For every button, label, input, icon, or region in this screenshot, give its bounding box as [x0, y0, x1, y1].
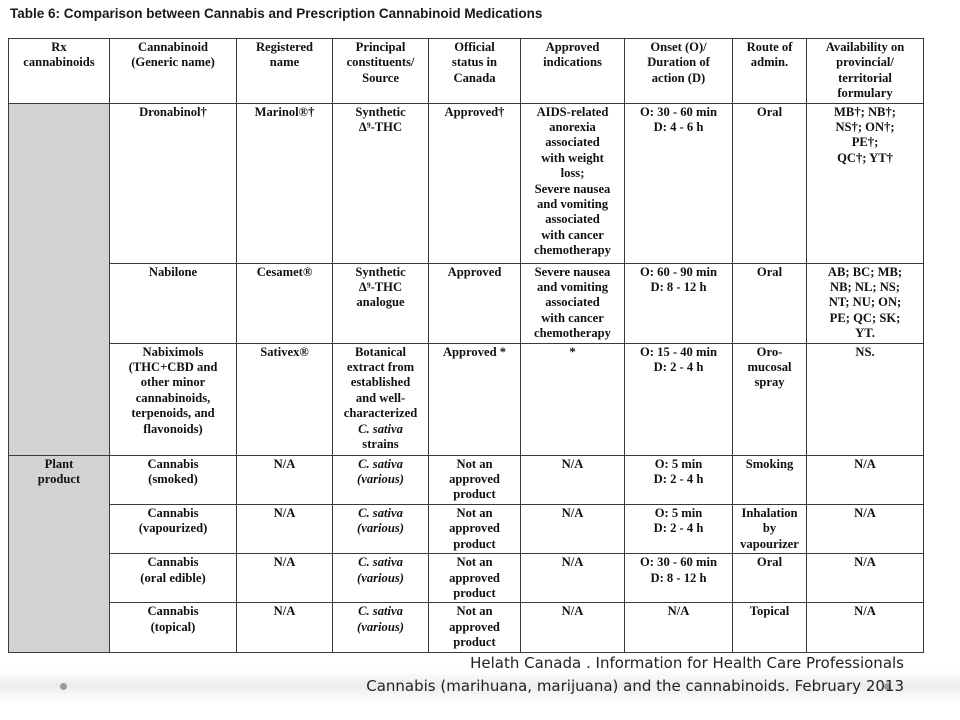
cell-onset	[625, 263, 733, 343]
header-label: Registered name	[255, 40, 314, 70]
cell-constituents	[333, 343, 429, 455]
cell-text: N/A	[273, 604, 296, 619]
cell-registered	[237, 504, 333, 553]
cell-text: Sativex®	[260, 344, 309, 359]
cell-status	[429, 343, 521, 455]
cell-text: N/A	[854, 505, 876, 520]
cell-text-italic: C. sativa (various)	[357, 456, 404, 487]
table-row	[9, 554, 924, 603]
cell-text: Oral	[756, 264, 783, 279]
group-cell-plant	[9, 455, 110, 653]
cell-text: Oral	[756, 104, 783, 119]
cell-registered	[237, 554, 333, 603]
header-availability	[807, 39, 924, 104]
cell-text: Not an approved product	[449, 505, 500, 551]
cell-text: N/A	[561, 456, 584, 471]
cell-constituents	[333, 455, 429, 504]
cell-text: Cannabis (smoked)	[147, 456, 199, 487]
cell-text: Synthetic	[355, 264, 406, 279]
table-row	[9, 263, 924, 343]
cell-text: Nabiximols (THC+CBD and other minor cannabinoids, terpenoids, and flavonoids)	[128, 344, 218, 436]
cell-generic	[110, 603, 237, 653]
cell-constituents	[333, 554, 429, 603]
header-label: Approved indications	[543, 40, 602, 70]
cell-indications	[521, 455, 625, 504]
citation-line-1: Helath Canada . Information for Health Care Professionals	[470, 654, 904, 672]
cell-text: Not an approved product	[449, 604, 500, 650]
table-row	[9, 504, 924, 553]
cell-constituents	[333, 504, 429, 553]
cell-availability	[807, 603, 924, 653]
cell-indications	[521, 103, 625, 263]
cell-text: N/A	[273, 555, 296, 570]
cell-text: O: 5 min D: 2 - 4 h	[653, 456, 704, 487]
cell-text: Approved *	[442, 344, 507, 359]
cell-text: AIDS-related anorexia associated with weight loss; Severe nausea and vomiting associated with cancer chemotherapy	[534, 104, 611, 258]
cell-status	[429, 554, 521, 603]
cell-text: Cannabis (oral edible)	[140, 555, 206, 585]
cell-generic	[110, 504, 237, 553]
cell-onset	[625, 554, 733, 603]
cell-route	[733, 603, 807, 653]
comparison-table-wrapper	[8, 38, 923, 648]
cell-text: Not an approved product	[449, 555, 500, 600]
cell-registered	[237, 103, 333, 263]
cell-availability	[807, 504, 924, 553]
cell-text: MB†; NB†; NS†; ON†; PE†; QC†; YT†	[834, 104, 896, 165]
cell-text: Smoking	[745, 456, 794, 471]
cell-text: Marinol®†	[254, 104, 315, 119]
cell-route	[733, 343, 807, 455]
cell-generic	[110, 455, 237, 504]
header-label: Rx cannabinoids	[23, 40, 95, 70]
cell-text: Dronabinol†	[139, 104, 207, 119]
header-constituents	[333, 39, 429, 104]
cell-text: O: 60 - 90 min D: 8 - 12 h	[640, 264, 717, 295]
cell-indications	[521, 504, 625, 553]
cell-text: NS.	[855, 344, 875, 359]
cell-text: N/A	[854, 604, 876, 619]
cell-availability	[807, 554, 924, 603]
cell-availability	[807, 343, 924, 455]
cell-text: Approved†	[444, 104, 505, 119]
cell-route	[733, 554, 807, 603]
bullet-dot-icon	[60, 683, 67, 690]
cell-text: Oro- mucosal spray	[747, 344, 792, 390]
cell-indications	[521, 554, 625, 603]
table-row	[9, 343, 924, 455]
cell-text: Nabilone	[148, 264, 198, 279]
cell-text: N/A	[273, 505, 296, 520]
group-label: Plant product	[37, 456, 81, 487]
cell-text-italic: C. sativa (various)	[357, 505, 404, 536]
header-label: Onset (O)/ Duration of action (D)	[647, 40, 710, 85]
header-route	[733, 39, 807, 104]
cell-status	[429, 504, 521, 553]
cell-text: Not an approved product	[449, 456, 500, 502]
cell-text: strains	[362, 437, 399, 452]
cell-generic	[110, 263, 237, 343]
cell-availability	[807, 263, 924, 343]
cell-constituents	[333, 263, 429, 343]
cell-onset	[625, 603, 733, 653]
cell-text: N/A	[854, 555, 876, 570]
header-generic-name	[110, 39, 237, 104]
cell-route	[733, 263, 807, 343]
cell-text: AB; BC; MB; NB; NL; NS; NT; NU; ON; PE; QC; SK; YT.	[827, 264, 903, 341]
cell-route	[733, 103, 807, 263]
cell-text: *	[569, 344, 576, 359]
cell-text: N/A	[561, 505, 584, 520]
comparison-table	[8, 38, 924, 653]
cell-text: Inhalation by vapourizer	[740, 505, 799, 551]
table-row	[9, 455, 924, 504]
cell-onset	[625, 103, 733, 263]
cell-text: O: 5 min D: 2 - 4 h	[653, 505, 704, 536]
cell-text-italic: C. sativa (various)	[357, 604, 404, 634]
header-onset-duration	[625, 39, 733, 104]
citation-line-2: Cannabis (marihuana, marijuana) and the cannabinoids. February 2013	[366, 677, 904, 695]
table-row	[9, 103, 924, 263]
cell-text: Cesamet®	[256, 264, 313, 279]
cell-text: Severe nausea and vomiting associated with cancer chemotherapy	[534, 264, 611, 341]
cell-text: Botanical extract from established and well- characterized	[343, 344, 418, 421]
cell-indications	[521, 603, 625, 653]
cell-registered	[237, 343, 333, 455]
cell-text: O: 30 - 60 min D: 4 - 6 h	[640, 104, 717, 135]
cell-availability	[807, 455, 924, 504]
cell-text-italic: C. sativa (various)	[357, 555, 404, 585]
group-cell-rx	[9, 103, 110, 455]
cell-onset	[625, 455, 733, 504]
header-row	[9, 39, 924, 104]
cell-status	[429, 103, 521, 263]
cell-onset	[625, 343, 733, 455]
cell-text: Δ⁹-THC analogue	[356, 280, 405, 310]
cell-text: N/A	[667, 604, 690, 619]
cell-text: Synthetic	[355, 104, 406, 119]
cell-text: Cannabis (topical)	[147, 604, 199, 634]
cell-registered	[237, 263, 333, 343]
cell-text: O: 15 - 40 min D: 2 - 4 h	[640, 344, 717, 375]
cell-constituents	[333, 603, 429, 653]
cell-text: N/A	[561, 604, 584, 619]
cell-text: O: 30 - 60 min D: 8 - 12 h	[640, 555, 717, 585]
header-label: Availability on provincial/ territorial formulary	[825, 40, 905, 101]
cell-text: Topical	[749, 604, 790, 619]
cell-route	[733, 455, 807, 504]
header-rx-cannabinoids	[9, 39, 110, 104]
cell-generic	[110, 103, 237, 263]
source-citation	[366, 652, 904, 698]
cell-constituents	[333, 103, 429, 263]
cell-indications	[521, 263, 625, 343]
header-label: Cannabinoid (Generic name)	[131, 40, 215, 70]
cell-registered	[237, 455, 333, 504]
cell-status	[429, 455, 521, 504]
cell-generic	[110, 343, 237, 455]
header-label: Route of admin.	[746, 40, 793, 70]
cell-availability	[807, 103, 924, 263]
header-label: Principal constituents/ Source	[346, 40, 415, 85]
header-approved-indications	[521, 39, 625, 104]
cell-status	[429, 263, 521, 343]
cell-text: Δ⁹-THC	[358, 120, 403, 135]
cell-text: Oral	[756, 555, 783, 570]
cell-indications	[521, 343, 625, 455]
cell-text: N/A	[854, 456, 876, 471]
cell-registered	[237, 603, 333, 653]
cell-text: N/A	[561, 555, 584, 570]
cell-generic	[110, 554, 237, 603]
cell-onset	[625, 504, 733, 553]
header-registered-name	[237, 39, 333, 104]
table-title: Table 6: Comparison between Cannabis and Prescription Cannabinoid Medications	[10, 6, 543, 21]
header-label: Official status in Canada	[451, 40, 498, 85]
cell-text-italic: C. sativa	[358, 421, 403, 436]
cell-text: Approved	[447, 264, 502, 279]
cell-text: Cannabis (vapourized)	[138, 505, 208, 536]
header-official-status	[429, 39, 521, 104]
cell-text: N/A	[273, 456, 296, 471]
cell-route	[733, 504, 807, 553]
cell-status	[429, 603, 521, 653]
table-row	[9, 603, 924, 653]
